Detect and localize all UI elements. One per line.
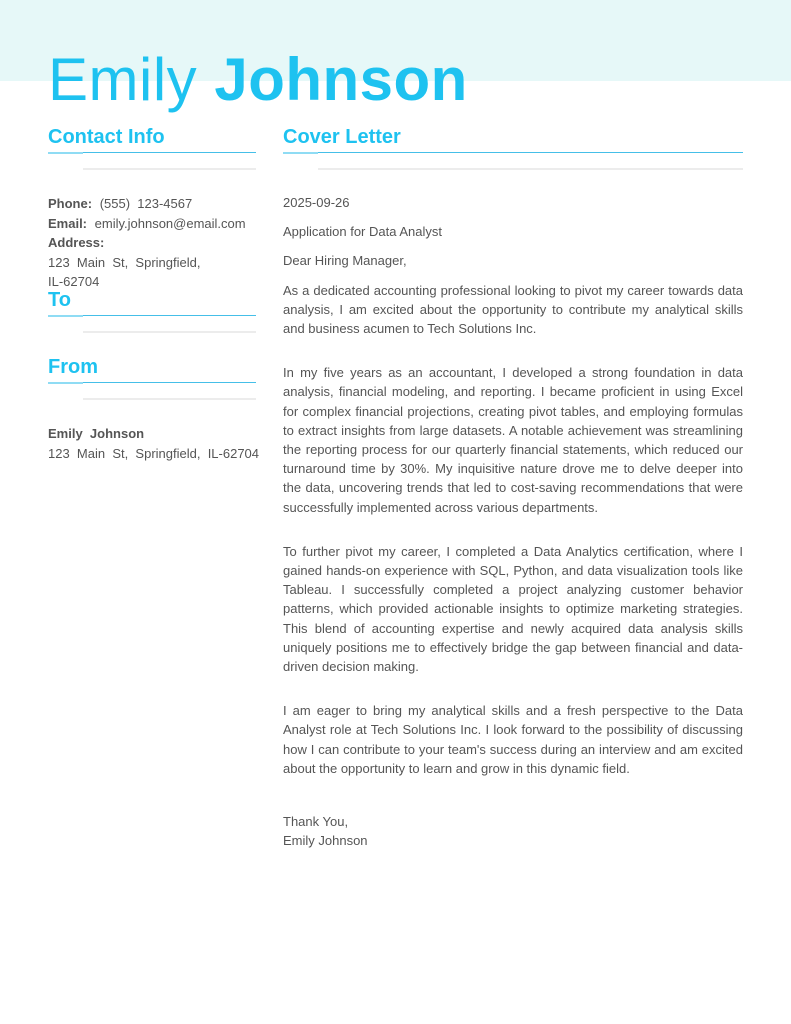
applicant-name (48, 44, 468, 116)
contact-title: Contact Info (48, 126, 165, 148)
section-divider (283, 151, 743, 171)
section-divider (48, 314, 256, 334)
phone-line (48, 194, 256, 214)
phone-label: Phone: (48, 196, 93, 211)
to-section (48, 288, 256, 334)
letter-paragraph-3: To further pivot my career, I completed a Data Analytics certification, where I gained hands-on experience with SQL, Python, and data visualization tools like Tableau. I successfully completed a project analyzing customer behavior patterns, which provided actionable insights to optimize marketing strategies. This blend of accounting expertise and newly acquired data analysis skills uniquely positions me to effectively bridge the gap between financial and data-driven decision making. (283, 543, 743, 675)
first-name: Emily (48, 46, 198, 113)
letter-paragraph-1: As a dedicated accounting professional looking to pivot my career towards data analysis, I am excited about the opportunity to contribute my analytical skills and business acumen to Tech Solutions Inc. (283, 282, 743, 337)
address-line (48, 233, 256, 292)
letter-date: 2025-09-26 (283, 195, 350, 210)
contact-section (48, 125, 256, 292)
last-name: Johnson (214, 46, 468, 113)
letter-greeting: Dear Hiring Manager, (283, 253, 407, 269)
letter-subject: Application for Data Analyst (283, 224, 442, 240)
letter-signature: Emily Johnson (283, 833, 368, 849)
phone-value: (555) 123-4567 (99, 196, 193, 211)
email-line (48, 214, 256, 234)
from-title: From (48, 356, 98, 378)
letter-closing: Thank You, (283, 814, 349, 830)
section-divider (48, 381, 256, 401)
from-address: 123 Main St, Springfield, IL-62704 (48, 445, 260, 461)
from-section (48, 355, 260, 463)
email-label: Email: (48, 215, 88, 231)
section-divider (48, 151, 256, 171)
from-name: Emily Johnson (48, 426, 145, 441)
address-zip: IL-62704 (48, 274, 100, 289)
letter-section (283, 125, 743, 850)
letter-paragraph-4: I am eager to bring my analytical skills and a fresh perspective to the Data Analyst role at Tech Solutions Inc. I look forward to the possibility of discussing how I can contribute to your team's success during an interview and am excited about the opportunity to learn and grow in this dynamic field. (283, 703, 743, 776)
to-title: To (48, 289, 71, 311)
address-value: 123 Main St, Springfield, (48, 254, 201, 270)
letter-title: Cover Letter (283, 126, 401, 148)
email-value: emily.johnson@email.com (94, 215, 246, 231)
address-label: Address: (48, 235, 105, 250)
letter-paragraph-2: In my five years as an accountant, I developed a strong foundation in data analysis, financial modeling, and reporting. I became proficient in using Excel for complex financial projections, creating pivot tables, and employing formulas to extract insights from large datasets. A notable achievement was streamlining the reporting process for our quarterly financial statements, which reduced our turnaround time by 30%. My inquisitive nature drove me to delve deeper into the data, uncovering trends that led to cost-saving recommendations that were successfully implemented across various departments. (283, 365, 743, 515)
